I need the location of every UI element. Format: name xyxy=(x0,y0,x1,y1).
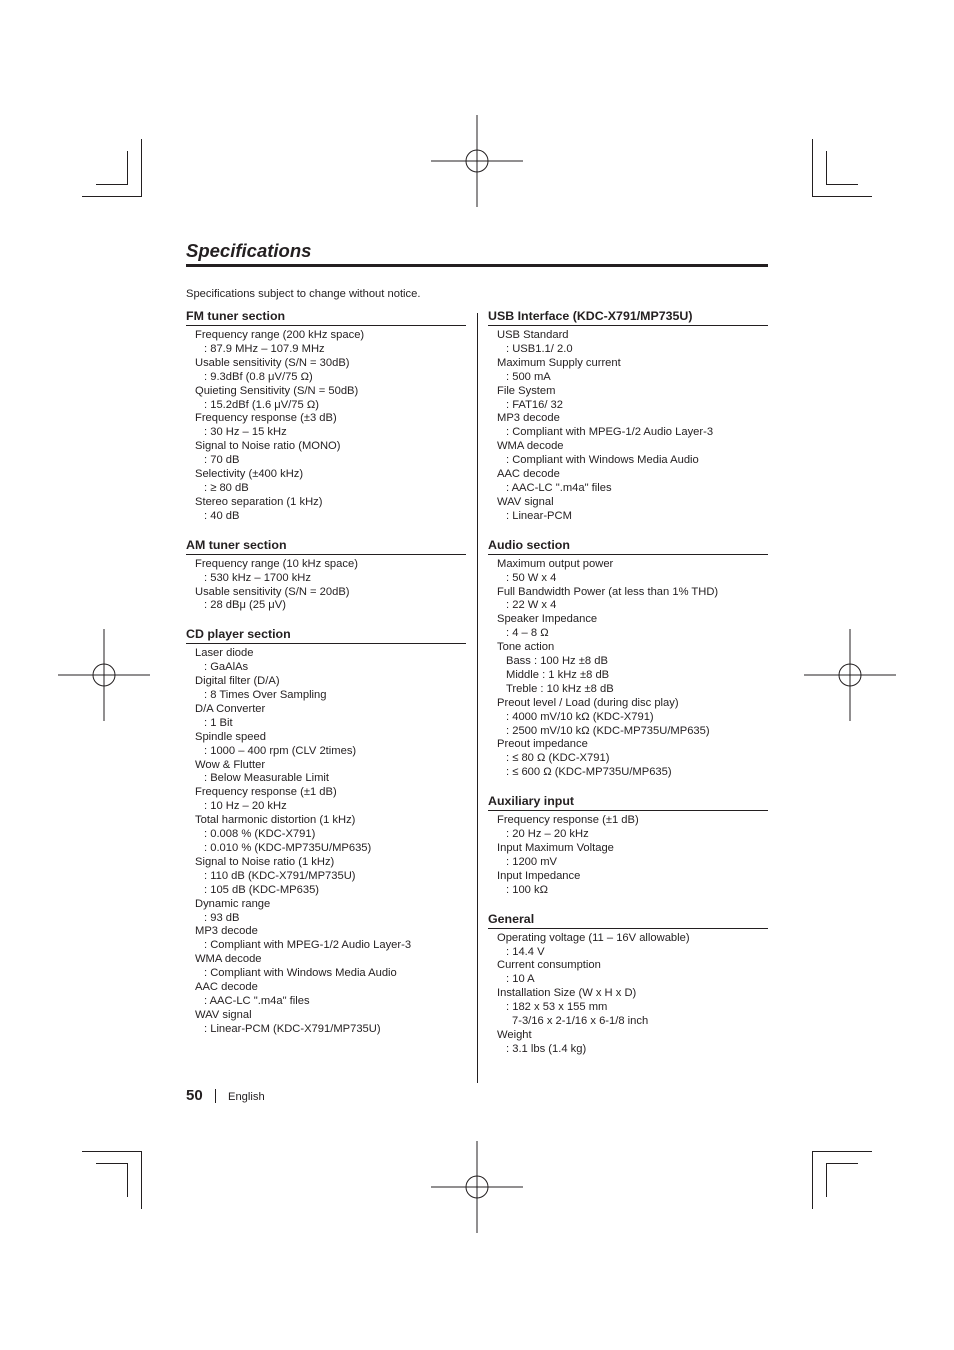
spec-label: Quieting Sensitivity (S/N = 50dB) xyxy=(195,384,359,397)
spec-item xyxy=(497,440,768,468)
spec-value: : 30 Hz – 15 kHz xyxy=(204,426,287,439)
spec-label: Wow & Flutter xyxy=(195,758,266,771)
spec-label: Preout impedance xyxy=(497,738,588,751)
spec-value: : Linear-PCM (KDC-X791/MP735U) xyxy=(204,1022,381,1035)
spec-label: Full Bandwidth Power (at less than 1% THD) xyxy=(497,585,719,598)
spec-label: Frequency range (10 kHz space) xyxy=(195,557,358,570)
spec-item xyxy=(497,959,768,987)
section-title: USB Interface (KDC-X791/MP735U) xyxy=(488,309,768,326)
spec-section xyxy=(488,538,768,781)
spec-label: WMA decode xyxy=(497,440,564,453)
spec-value: Treble : 10 kHz ±8 dB xyxy=(506,682,614,695)
spec-value: : 105 dB (KDC-MP635) xyxy=(204,883,320,896)
spec-value: : USB1.1/ 2.0 xyxy=(506,342,573,355)
spec-label: Tone action xyxy=(497,641,555,654)
spec-value: : Compliant with MPEG-1/2 Audio Layer-3 xyxy=(204,939,412,952)
spec-item xyxy=(497,385,768,413)
section-title: FM tuner section xyxy=(186,309,466,326)
spec-list xyxy=(186,647,466,1036)
spec-item xyxy=(497,870,768,898)
spec-value: : 110 dB (KDC-X791/MP735U) xyxy=(204,869,356,882)
spec-value: : 9.3dBf (0.8 μV/75 Ω) xyxy=(204,370,313,383)
spec-value: : GaAlAs xyxy=(204,661,249,674)
spec-label: Selectivity (±400 kHz) xyxy=(195,468,304,481)
spec-label: Spindle speed xyxy=(195,730,266,743)
spec-section xyxy=(488,794,768,897)
spec-value: : 1200 mV xyxy=(506,855,557,868)
spec-label: Usable sensitivity (S/N = 20dB) xyxy=(195,585,350,598)
spec-item xyxy=(195,786,466,814)
spec-label: Frequency response (±3 dB) xyxy=(195,412,337,425)
spec-value: : 15.2dBf (1.6 μV/75 Ω) xyxy=(204,398,319,411)
spec-item xyxy=(195,1009,466,1037)
spec-value: : 0.008 % (KDC-X791) xyxy=(204,828,316,841)
spec-value: : 530 kHz – 1700 kHz xyxy=(204,571,311,584)
spec-label: D/A Converter xyxy=(195,702,266,715)
spec-item xyxy=(497,357,768,385)
right-column xyxy=(488,309,768,1071)
spec-value: : 1000 – 400 rpm (CLV 2times) xyxy=(204,744,357,757)
spec-item xyxy=(497,987,768,1029)
spec-value: Middle : 1 kHz ±8 dB xyxy=(506,668,610,681)
section-title: CD player section xyxy=(186,627,466,644)
crop-mark xyxy=(96,1163,128,1164)
crop-mark xyxy=(826,151,827,185)
crop-mark xyxy=(82,1151,142,1152)
footer-language: English xyxy=(228,1091,265,1103)
spec-section xyxy=(186,309,466,524)
section-title: Audio section xyxy=(488,538,768,555)
spec-value: : 10 Hz – 20 kHz xyxy=(204,800,287,813)
spec-value: : ≥ 80 dB xyxy=(204,481,249,494)
spec-label: MP3 decode xyxy=(497,412,560,425)
spec-list xyxy=(488,932,768,1057)
spec-item xyxy=(497,412,768,440)
page-number: 50 xyxy=(186,1087,203,1104)
spec-list xyxy=(186,329,466,524)
crop-mark xyxy=(141,139,142,197)
crop-mark xyxy=(826,1163,858,1164)
spec-list xyxy=(488,814,768,897)
spec-item xyxy=(195,440,466,468)
spec-value: : ≤ 600 Ω (KDC-MP735U/MP635) xyxy=(506,766,672,779)
spec-value: : 20 Hz – 20 kHz xyxy=(506,828,589,841)
spec-item xyxy=(195,558,466,586)
spec-label: Input Maximum Voltage xyxy=(497,842,614,854)
crop-mark xyxy=(127,1163,128,1197)
footer-separator xyxy=(215,1089,216,1103)
spec-value: : ≤ 80 Ω (KDC-X791) xyxy=(506,752,610,765)
left-column xyxy=(186,309,466,1051)
spec-item xyxy=(497,697,768,739)
spec-label: Frequency range (200 kHz space) xyxy=(195,329,365,341)
registration-target-icon xyxy=(58,629,150,721)
crop-mark xyxy=(127,151,128,185)
spec-value: : 0.010 % (KDC-MP735U/MP635) xyxy=(204,842,372,854)
crop-mark xyxy=(812,1151,813,1209)
spec-label: Operating voltage (11 – 16V allowable) xyxy=(497,931,690,944)
spec-value: : Compliant with MPEG-1/2 Audio Layer-3 xyxy=(506,426,714,439)
spec-label: AAC decode xyxy=(195,981,258,994)
section-title: AM tuner section xyxy=(186,538,466,555)
title-rule xyxy=(186,264,768,267)
spec-value: : 87.9 MHz – 107.9 MHz xyxy=(204,342,325,355)
spec-item xyxy=(195,759,466,787)
spec-item xyxy=(497,738,768,780)
spec-section xyxy=(186,538,466,614)
section-title: Auxiliary input xyxy=(488,794,768,811)
spec-value: : 1 Bit xyxy=(204,716,233,729)
spec-label: Laser diode xyxy=(195,647,254,660)
spec-list xyxy=(488,329,768,524)
spec-label: WMA decode xyxy=(195,953,262,966)
spec-value: : Linear-PCM xyxy=(506,509,572,522)
spec-item xyxy=(497,1029,768,1057)
spec-label: Usable sensitivity (S/N = 30dB) xyxy=(195,356,350,369)
spec-label: File System xyxy=(497,384,556,397)
spec-value: : 28 dBμ (25 μV) xyxy=(204,599,286,612)
crop-mark xyxy=(141,1151,142,1209)
spec-value: : Compliant with Windows Media Audio xyxy=(506,454,699,467)
spec-value: : 4000 mV/10 kΩ (KDC-X791) xyxy=(506,710,654,723)
column-divider xyxy=(477,313,478,1083)
spec-value: : 2500 mV/10 kΩ (KDC-MP735U/MP635) xyxy=(506,724,710,737)
spec-section xyxy=(488,309,768,524)
spec-value: : 40 dB xyxy=(204,509,240,522)
spec-item xyxy=(195,329,466,357)
spec-item xyxy=(195,953,466,981)
section-title: General xyxy=(488,912,768,929)
spec-value: : 182 x 53 x 155 mm xyxy=(506,1001,608,1014)
crop-mark xyxy=(812,139,813,197)
crop-mark xyxy=(812,1151,872,1152)
spec-label: Signal to Noise ratio (1 kHz) xyxy=(195,855,335,868)
spec-label: Frequency response (±1 dB) xyxy=(195,786,337,799)
spec-value: : Compliant with Windows Media Audio xyxy=(204,967,397,980)
spec-label: Current consumption xyxy=(497,959,601,972)
spec-label: Maximum Supply current xyxy=(497,356,621,369)
spec-value: : 500 mA xyxy=(506,370,551,383)
spec-label: Installation Size (W x H x D) xyxy=(497,987,637,1000)
spec-value: : 4 – 8 Ω xyxy=(506,627,549,640)
spec-value: : 8 Times Over Sampling xyxy=(204,689,327,702)
spec-value: : 10 A xyxy=(506,973,535,986)
spec-label: Preout level / Load (during disc play) xyxy=(497,696,679,709)
page-title: Specifications xyxy=(186,240,312,261)
spec-section xyxy=(186,627,466,1036)
spec-item xyxy=(195,675,466,703)
spec-value: : Below Measurable Limit xyxy=(204,772,329,785)
crop-mark xyxy=(826,1163,827,1197)
registration-target-icon xyxy=(431,115,523,207)
spec-notice: Specifications subject to change without notice. xyxy=(186,288,421,300)
spec-label: AAC decode xyxy=(497,468,560,481)
spec-label: Signal to Noise ratio (MONO) xyxy=(195,440,341,453)
spec-item xyxy=(497,613,768,641)
spec-item xyxy=(195,468,466,496)
spec-value: : 70 dB xyxy=(204,454,240,467)
crop-mark xyxy=(826,184,858,185)
spec-item xyxy=(195,412,466,440)
spec-item xyxy=(497,558,768,586)
spec-item xyxy=(195,856,466,898)
spec-label: WAV signal xyxy=(497,495,554,508)
spec-label: Digital filter (D/A) xyxy=(195,675,280,688)
spec-label: WAV signal xyxy=(195,1008,252,1021)
spec-value: : 22 W x 4 xyxy=(506,599,557,612)
spec-value: Bass : 100 Hz ±8 dB xyxy=(506,655,608,668)
spec-label: Weight xyxy=(497,1028,532,1041)
spec-value: : AAC-LC ".m4a" files xyxy=(204,994,310,1007)
spec-item xyxy=(497,842,768,870)
spec-label: Dynamic range xyxy=(195,897,271,910)
spec-item xyxy=(497,586,768,614)
crop-mark xyxy=(82,196,142,197)
spec-item xyxy=(195,731,466,759)
registration-target-icon xyxy=(431,1141,523,1233)
spec-list xyxy=(186,558,466,614)
spec-label: Stereo separation (1 kHz) xyxy=(195,495,323,508)
spec-item xyxy=(497,329,768,357)
spec-section xyxy=(488,912,768,1057)
spec-item xyxy=(195,981,466,1009)
spec-value: : 93 dB xyxy=(204,911,240,924)
spec-label: MP3 decode xyxy=(195,925,258,938)
spec-item xyxy=(195,898,466,926)
spec-item xyxy=(497,814,768,842)
spec-value: : AAC-LC ".m4a" files xyxy=(506,481,612,494)
spec-item xyxy=(497,641,768,697)
spec-list xyxy=(488,558,768,781)
crop-mark xyxy=(812,196,872,197)
spec-item xyxy=(195,586,466,614)
spec-item xyxy=(195,703,466,731)
spec-value: : FAT16/ 32 xyxy=(506,398,564,411)
spec-label: Total harmonic distortion (1 kHz) xyxy=(195,814,356,827)
spec-item xyxy=(497,932,768,960)
spec-label: Maximum output power xyxy=(497,557,614,570)
crop-mark xyxy=(96,184,128,185)
spec-value: : 100 kΩ xyxy=(506,883,548,896)
spec-label: Input Impedance xyxy=(497,869,581,882)
spec-item xyxy=(497,496,768,524)
spec-value: : 50 W x 4 xyxy=(506,571,557,584)
spec-value: : 14.4 V xyxy=(506,945,545,958)
spec-label: Frequency response (±1 dB) xyxy=(497,814,639,827)
registration-target-icon xyxy=(804,629,896,721)
spec-item xyxy=(195,385,466,413)
spec-label: USB Standard xyxy=(497,329,569,341)
spec-item xyxy=(497,468,768,496)
spec-item xyxy=(195,814,466,856)
spec-item xyxy=(195,925,466,953)
spec-item xyxy=(195,496,466,524)
spec-label: Speaker Impedance xyxy=(497,613,598,626)
spec-item xyxy=(195,647,466,675)
spec-item xyxy=(195,357,466,385)
spec-value: : 3.1 lbs (1.4 kg) xyxy=(506,1042,587,1055)
spec-value: 7-3/16 x 2-1/16 x 6-1/8 inch xyxy=(512,1015,649,1028)
